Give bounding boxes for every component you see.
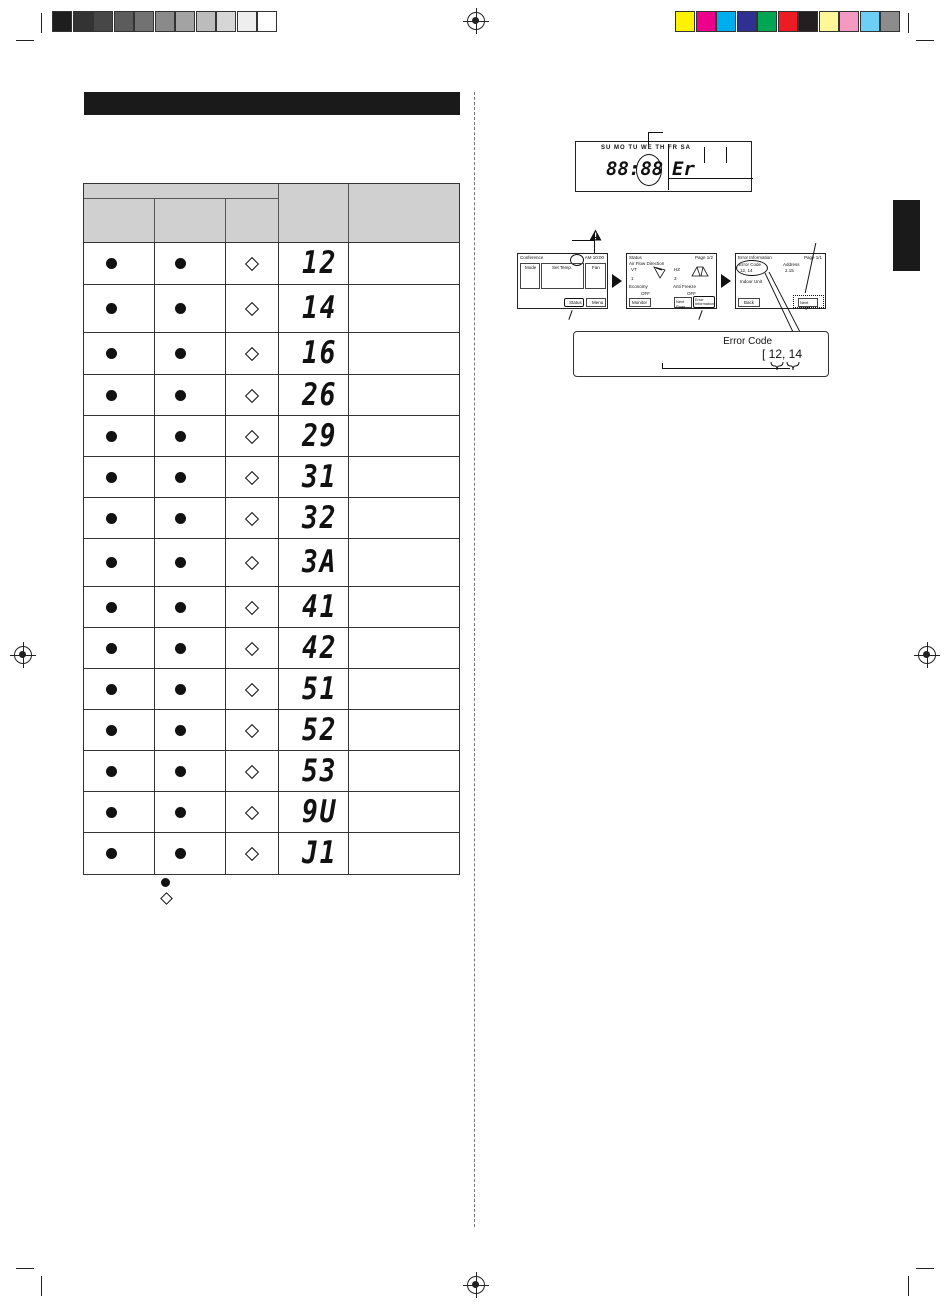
error-code-display: 51 (302, 671, 338, 707)
digit-braces-icon (770, 360, 804, 374)
crop-mark (16, 1268, 34, 1269)
table-row (84, 792, 459, 833)
next-arrow-icon (721, 274, 731, 288)
indicator-blink-icon (245, 765, 259, 779)
indicator-blink-icon (245, 512, 259, 526)
indoor-unit-label: Indoor Unit (740, 279, 763, 284)
indicator-on-icon (106, 848, 117, 859)
error-code-display: 3A (302, 544, 338, 580)
indicator-blink-icon (245, 389, 259, 403)
indicator-on-icon (106, 303, 117, 314)
table-row (84, 375, 459, 416)
gray-swatch (134, 11, 154, 32)
registration-mark-icon (14, 646, 32, 664)
table-row (84, 587, 459, 628)
gray-swatch (155, 11, 175, 32)
screen-title: Conference (520, 255, 544, 260)
screen-title: Status (629, 255, 642, 260)
indicator-blink-icon (245, 430, 259, 444)
monitor-button[interactable]: Monitor (629, 298, 651, 307)
error-code-display: 42 (302, 630, 338, 666)
screen-conference (517, 253, 608, 309)
indicator-blink-icon (245, 683, 259, 697)
next-page-button[interactable]: Next Page (798, 298, 818, 307)
lcd-highlight-circle (636, 154, 662, 186)
next-page-button[interactable]: Next Page (674, 297, 692, 308)
hz-value: 3 (674, 276, 677, 281)
table-row (84, 710, 459, 751)
address-value: 2.15 (785, 268, 794, 273)
indicator-blink-icon (245, 847, 259, 861)
table-row (84, 416, 459, 457)
gray-swatch (196, 11, 216, 32)
error-information-button[interactable]: Error Information (695, 298, 714, 306)
callout-value: [ 12, 14 (762, 347, 803, 361)
gray-swatch (237, 11, 257, 32)
color-swatch (778, 11, 798, 32)
indicator-on-icon (106, 390, 117, 401)
mode-button[interactable]: Mode (520, 263, 540, 289)
indicator-on-icon (175, 643, 186, 654)
vt-value: 1 (631, 276, 634, 281)
next-arrow-icon (612, 274, 622, 288)
crop-mark (908, 13, 909, 33)
error-code-display: 41 (302, 589, 338, 625)
indicator-blink-icon (245, 724, 259, 738)
error-code-callout (573, 331, 829, 377)
error-code-display: 29 (302, 418, 338, 454)
indicator-blink-icon (245, 642, 259, 656)
color-swatch (819, 11, 839, 32)
indicator-on-icon (175, 725, 186, 736)
error-code-display: 32 (302, 500, 338, 536)
error-code-label: Error Code (739, 262, 762, 267)
table-row (84, 751, 459, 792)
indicator-on-icon (106, 258, 117, 269)
color-swatch (737, 11, 757, 32)
error-code-value: 12, 14 (740, 268, 753, 273)
error-code-display: J1 (302, 835, 338, 871)
indicator-on-icon (106, 643, 117, 654)
indicator-blink-icon (245, 347, 259, 361)
language-tab (893, 200, 920, 271)
gray-swatch (73, 11, 93, 32)
indicator-on-icon (106, 766, 117, 777)
error-code-display: 9U (302, 794, 338, 830)
gray-swatch (175, 11, 195, 32)
horizontal-louver-icon (691, 265, 709, 277)
indicator-on-icon (175, 807, 186, 818)
color-swatch (860, 11, 880, 32)
table-row (84, 285, 459, 333)
crop-mark (41, 1276, 42, 1296)
error-code-display: 53 (302, 753, 338, 789)
anti-freeze-value: OFF (687, 291, 696, 296)
table-row (84, 243, 459, 285)
error-code-display: 31 (302, 459, 338, 495)
indicator-on-icon (175, 431, 186, 442)
fan-button[interactable]: Fan (585, 263, 606, 289)
indicator-on-icon (175, 472, 186, 483)
crop-mark (916, 40, 934, 41)
economy-value: OFF (641, 291, 650, 296)
error-code-display: 16 (302, 335, 338, 371)
lcd-separator (668, 144, 669, 190)
indicator-blink-icon (245, 601, 259, 615)
indicator-on-icon (106, 807, 117, 818)
indicator-on-icon (106, 684, 117, 695)
indicator-blink-icon (245, 257, 259, 271)
indicator-blink-icon (245, 471, 259, 485)
registration-mark-icon (467, 1276, 485, 1294)
screen-page: Page 1/1 (803, 255, 822, 260)
crop-mark (908, 1276, 909, 1296)
crop-mark (916, 1268, 934, 1269)
indicator-on-icon (175, 557, 186, 568)
leader-line (648, 132, 663, 145)
table-row (84, 539, 459, 587)
economy-label: Economy (629, 284, 648, 289)
table-row (84, 669, 459, 710)
vertical-louver-icon (653, 265, 667, 279)
lcd-digits: 88:88 (606, 158, 664, 180)
indicator-on-icon (175, 390, 186, 401)
table-row (84, 457, 459, 498)
indicator-on-icon (106, 472, 117, 483)
color-swatch (757, 11, 777, 32)
airflow-label: Air Flow Direction (629, 261, 665, 266)
gray-swatch (52, 11, 72, 32)
registration-mark-icon (918, 646, 936, 664)
indicator-on-icon (106, 557, 117, 568)
status-button[interactable]: Status (564, 298, 584, 307)
indicator-on-icon (175, 602, 186, 613)
indicator-on-icon (106, 513, 117, 524)
gray-swatch (114, 11, 134, 32)
remote-lcd-display (575, 141, 752, 192)
column-divider (474, 92, 475, 1227)
screen-page: Page 1/2 (694, 255, 713, 260)
indicator-blink-icon (245, 806, 259, 820)
color-swatch (675, 11, 695, 32)
legend-filled-circle-icon (161, 878, 170, 887)
address-label: Address (783, 262, 800, 267)
lcd-error-indicator: Er (672, 158, 695, 180)
crop-mark (16, 40, 34, 41)
set-temp-button[interactable]: Set Temp. (541, 263, 584, 289)
anti-freeze-label: Anti Freeze (673, 284, 697, 289)
section-title-bar (84, 92, 460, 115)
table-row (84, 498, 459, 539)
indicator-on-icon (175, 513, 186, 524)
indicator-on-icon (175, 258, 186, 269)
lcd-weekdays: SU MO TU WE TH FR SA (601, 145, 691, 151)
indicator-on-icon (106, 348, 117, 359)
error-code-display: 52 (302, 712, 338, 748)
vt-label: VT (631, 267, 637, 272)
menu-button[interactable]: Menu (586, 298, 606, 307)
back-button[interactable]: Back (738, 298, 760, 307)
table-row (84, 333, 459, 375)
indicator-on-icon (106, 431, 117, 442)
indicator-on-icon (106, 725, 117, 736)
error-code-display: 26 (302, 377, 338, 413)
gray-swatch (216, 11, 236, 32)
callout-label: Error Code (723, 336, 772, 347)
indicator-on-icon (175, 348, 186, 359)
indicator-blink-icon (245, 556, 259, 570)
table-row (84, 628, 459, 669)
table-body (84, 243, 459, 874)
indicator-blink-icon (245, 302, 259, 316)
screen-status (626, 253, 717, 309)
color-swatch (839, 11, 859, 32)
color-swatch (798, 11, 818, 32)
legend-diamond-icon (160, 892, 173, 905)
color-swatch (716, 11, 736, 32)
indicator-on-icon (175, 303, 186, 314)
error-code-display: 12 (302, 245, 338, 281)
indicator-on-icon (175, 684, 186, 695)
gray-swatch (93, 11, 113, 32)
error-code-display: 14 (302, 290, 338, 326)
hz-label: HZ (674, 267, 680, 272)
gray-swatch (257, 11, 277, 32)
screen-time: AM 10:00 (584, 255, 604, 260)
table-row (84, 833, 459, 874)
table-header (84, 184, 459, 243)
screen-title: Error Information (738, 255, 772, 260)
error-code-table (83, 183, 460, 875)
color-swatch (696, 11, 716, 32)
crop-mark (41, 13, 42, 33)
registration-mark-icon (467, 12, 485, 30)
indicator-on-icon (175, 766, 186, 777)
indicator-on-icon (175, 848, 186, 859)
indicator-on-icon (106, 602, 117, 613)
color-swatch (880, 11, 900, 32)
